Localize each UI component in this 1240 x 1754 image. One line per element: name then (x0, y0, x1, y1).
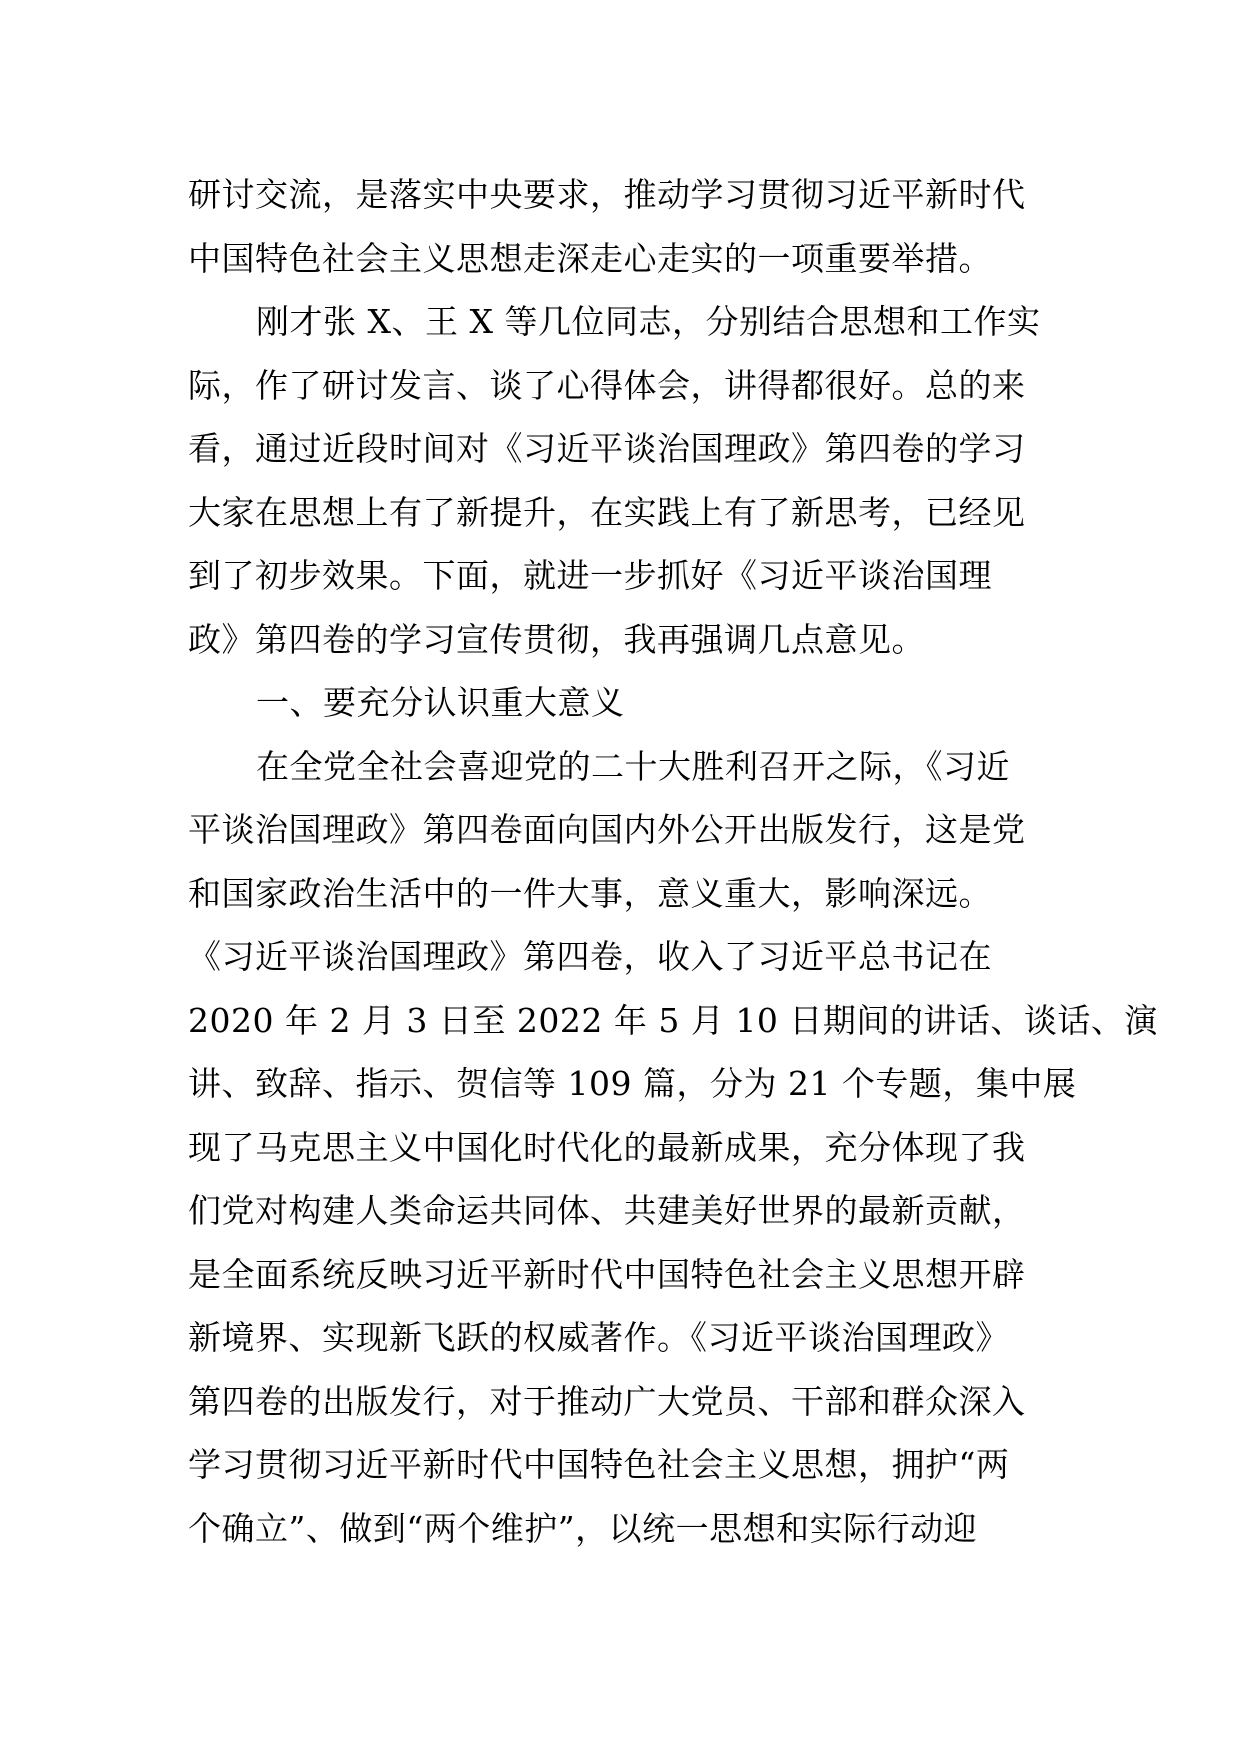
text-line: 看，通过近段时间对《习近平谈治国理政》第四卷的学习 (188, 429, 1026, 468)
text-line: 现了马克思主义中国化时代化的最新成果，充分体现了我 (188, 1127, 1026, 1167)
text-line: 中国特色社会主义思想走深走心走实的一项重要举措。 (188, 238, 992, 278)
text-line: 到了初步效果。下面，就进一步抓好《习近平谈治国理 (188, 556, 992, 595)
text-line: 平谈治国理政》第四卷面向国内外公开出版发行，这是党 (188, 810, 1026, 849)
body-text (188, 163, 1158, 1560)
text-line: 讲、致辞、指示、贺信等 109 篇，分为 21 个专题，集中展 (188, 1064, 1077, 1103)
text-line: 大家在思想上有了新提升，在实践上有了新思考，已经见 (188, 492, 1026, 532)
text-line: 是全面系统反映习近平新时代中国特色社会主义思想开辟 (188, 1254, 1026, 1294)
text-line: 新境界、实现新飞跃的权威著作。《习近平谈治国理政》 (188, 1318, 1009, 1357)
text-line: 际，作了研讨发言、谈了心得体会，讲得都很好。总的来 (188, 365, 1026, 405)
text-line: 政》第四卷的学习宣传贯彻，我再强调几点意见。 (188, 619, 925, 659)
text-line: 个确立”、做到“两个维护”，以统一思想和实际行动迎 (188, 1508, 978, 1548)
text-line: 《习近平谈治国理政》第四卷，收入了习近平总书记在 (188, 937, 992, 976)
text-line: 研讨交流，是落实中央要求，推动学习贯彻习近平新时代 (188, 175, 1026, 214)
text-line: 第四卷的出版发行，对于推动广大党员、干部和群众深入 (188, 1381, 1026, 1421)
text-line: 和国家政治生活中的一件大事，意义重大，影响深远。 (188, 873, 992, 913)
text-line: 学习贯彻习近平新时代中国特色社会主义思想，拥护“两 (188, 1445, 1010, 1484)
text-line: 在全党全社会喜迎党的二十大胜利召开之际，《习近 (256, 746, 1010, 786)
text-line: 2020 年 2 月 3 日至 2022 年 5 月 10 日期间的讲话、谈话、演 (188, 1000, 1158, 1040)
section-heading: 一、要充分认识重大意义 (256, 683, 625, 722)
text-line: 们党对构建人类命运共同体、共建美好世界的最新贡献， (188, 1191, 1026, 1230)
text-line: 刚才张 X、王 X 等几位同志，分别结合思想和工作实 (256, 302, 1041, 341)
